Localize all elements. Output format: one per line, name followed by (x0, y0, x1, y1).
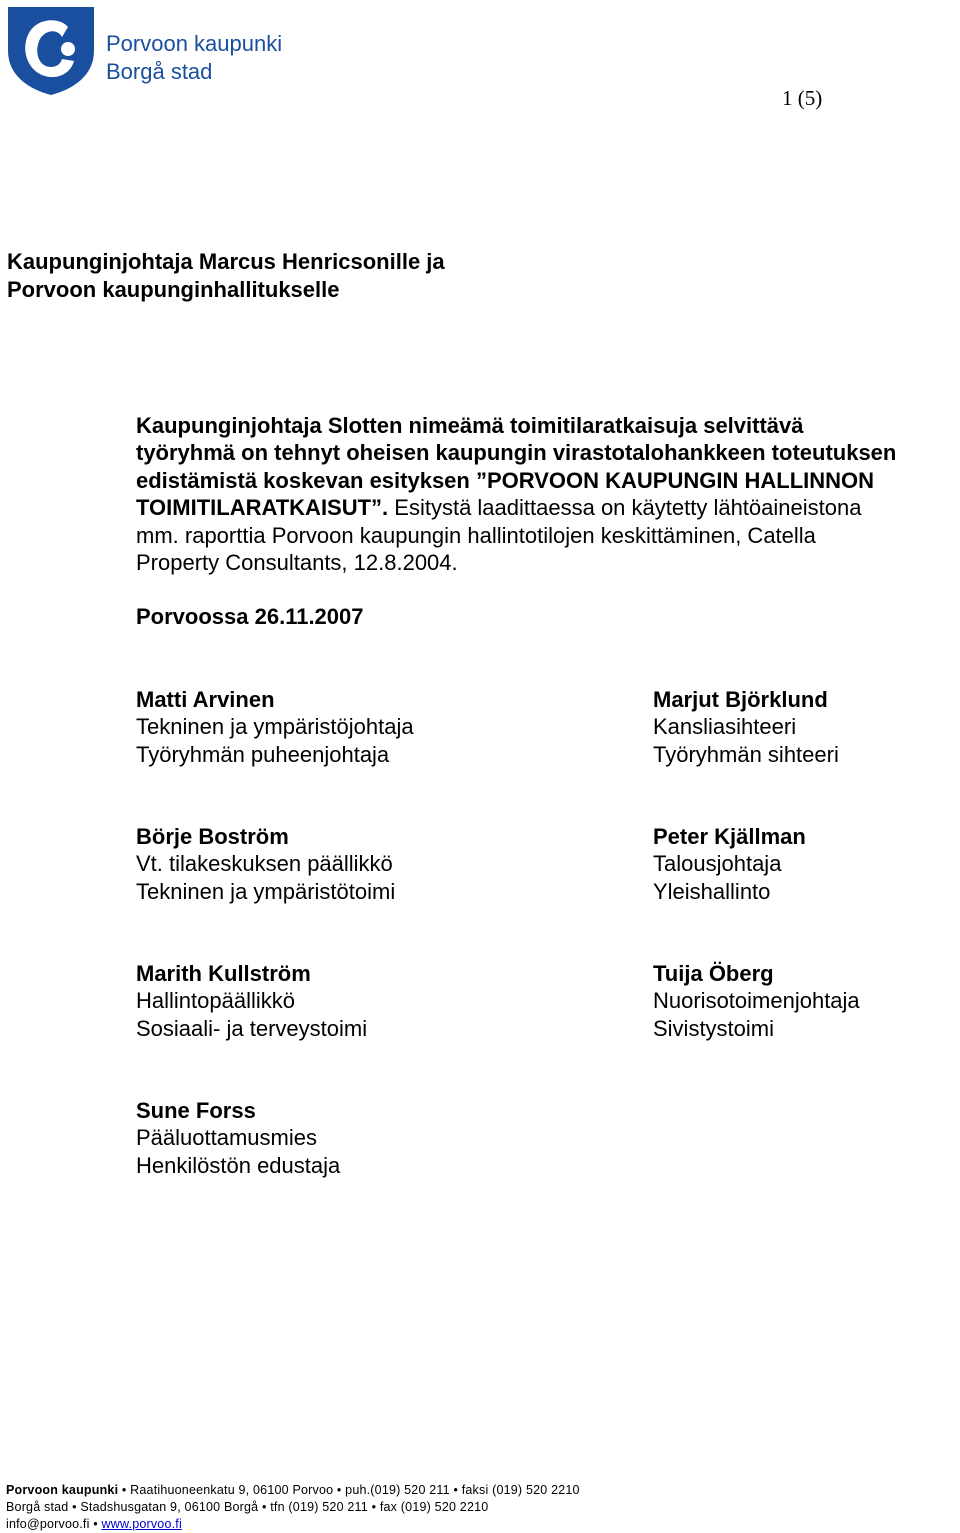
org-name-finnish: Porvoon kaupunki (106, 31, 283, 56)
signatory-role: Sosiaali- ja terveystoimi (136, 1015, 368, 1041)
signatory-role: Henkilöstön edustaja (136, 1152, 341, 1178)
page-number: 1 (5) (782, 86, 823, 110)
organization-name (106, 30, 282, 86)
footer-line-contact (6, 1516, 580, 1533)
signatory-title: Nuorisotoimenjohtaja (653, 988, 860, 1014)
signatory-name: Marjut Björklund (653, 687, 828, 712)
signatory-title: Vt. tilakeskuksen päällikkö (136, 851, 393, 877)
signatory-name: Börje Boström (136, 824, 289, 849)
body-line-2: työryhmä on tehnyt oheisen kaupungin virastotalohankkeen toteutuksen (136, 440, 897, 466)
signatory-block (136, 960, 367, 1042)
body-line-6: Property Consultants, 12.8.2004. (136, 550, 458, 576)
body-paragraph (136, 412, 960, 576)
signatory-role: Yleishallinto (653, 878, 771, 904)
crest-shield (8, 7, 94, 95)
signatory-title: Hallintopäällikkö (136, 988, 295, 1014)
signatory-name: Peter Kjällman (653, 824, 806, 849)
signatory-title: Kansliasihteeri (653, 714, 797, 740)
footer-org-name: Porvoon kaupunki (6, 1483, 119, 1497)
footer-website-link[interactable]: www.porvoo.fi (101, 1517, 182, 1531)
signatory-block (136, 1097, 340, 1179)
footer-line-swedish: Borgå stad • Stadshusgatan 9, 06100 Borgå • tfn (019) 520 211 • fax (019) 520 2210 (6, 1500, 489, 1514)
signatory-title: Pääluottamusmies (136, 1125, 317, 1151)
porvoo-crest-logo (6, 5, 96, 97)
signatory-name: Matti Arvinen (136, 687, 275, 712)
body-line-1: Kaupunginjohtaja Slotten nimeämä toimitilaratkaisuja selvittävä (136, 413, 804, 438)
place-date: Porvoossa 26.11.2007 (136, 604, 364, 629)
footer-email: info@porvoo.fi (6, 1517, 90, 1531)
recipient-block (7, 248, 445, 304)
footer-finnish-address: • Raatihuoneenkatu 9, 06100 Porvoo • puh.(019) 520 211 • faksi (019) 520 2210 (118, 1483, 580, 1497)
body-line-5: mm. raporttia Porvoon kaupungin hallintotilojen keskittäminen, Catella (136, 522, 816, 548)
signatory-name: Marith Kullström (136, 961, 311, 986)
recipient-line-1: Kaupunginjohtaja Marcus Henricsonille ja (7, 249, 445, 274)
signatory-role: Työryhmän puheenjohtaja (136, 741, 390, 767)
signatory-title: Tekninen ja ympäristöjohtaja (136, 714, 414, 740)
body-line-4-bold: TOIMITILARATKAISUT”. (136, 495, 389, 521)
body-line-4-rest: Esitystä laadittaessa on käytetty lähtöaineistona (388, 495, 862, 521)
signatory-name: Tuija Öberg (653, 961, 774, 986)
body-line-3: edistämistä koskevan esityksen ”PORVOON KAUPUNGIN HALLINNON (136, 467, 875, 493)
footer-line-finnish (6, 1482, 580, 1499)
signatory-block (653, 686, 839, 768)
recipient-line-2: Porvoon kaupunginhallitukselle (7, 277, 340, 302)
signatory-role: Sivistystoimi (653, 1015, 775, 1041)
crest-dot (61, 42, 75, 56)
signatory-role: Työryhmän sihteeri (653, 741, 839, 767)
signatory-block (653, 960, 860, 1042)
signatory-title: Talousjohtaja (653, 851, 782, 877)
signatory-block (653, 823, 806, 905)
org-name-swedish: Borgå stad (106, 59, 213, 84)
signatory-block (136, 686, 414, 768)
footer-separator: • (89, 1517, 102, 1531)
footer (6, 1482, 580, 1533)
signatory-role: Tekninen ja ympäristötoimi (136, 878, 396, 904)
signatory-block (136, 823, 395, 905)
signatory-name: Sune Forss (136, 1098, 256, 1123)
